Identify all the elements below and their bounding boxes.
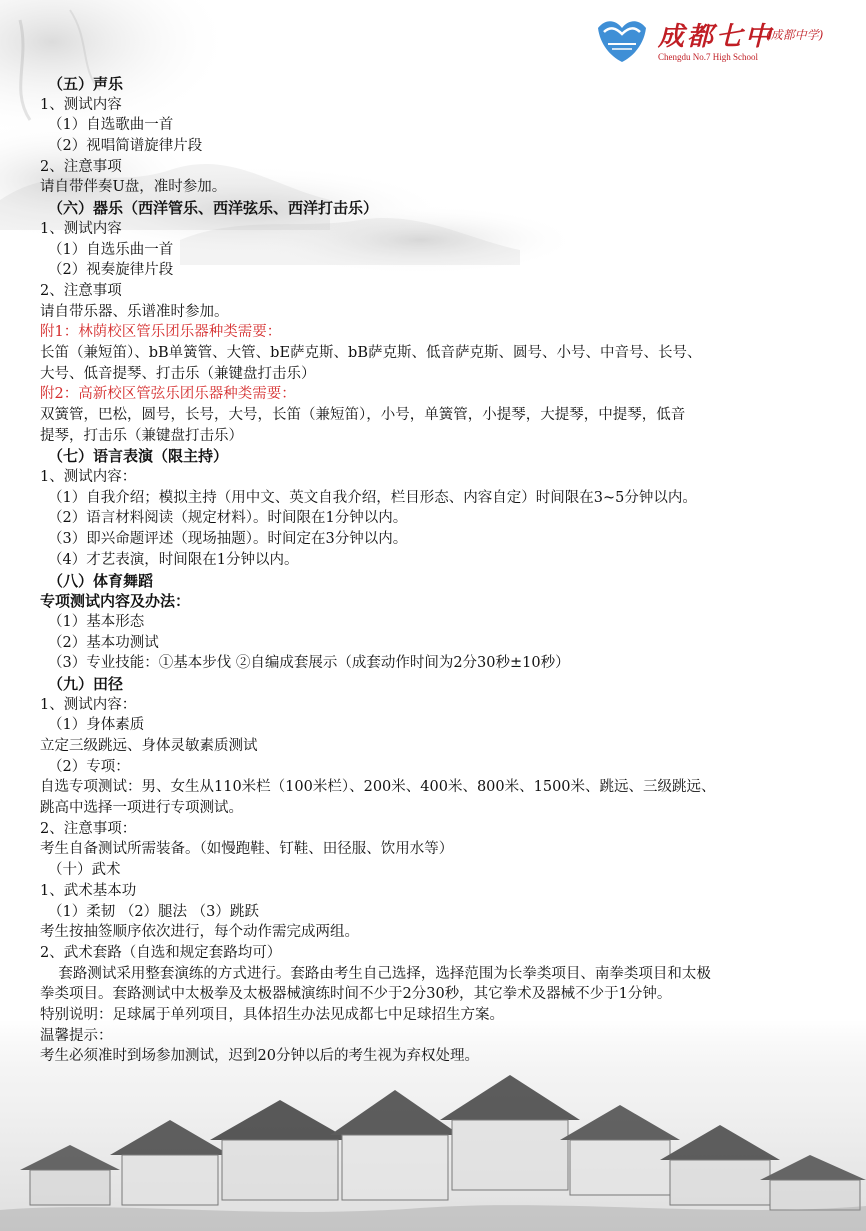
school-english-name: Chengdu No.7 High School	[658, 52, 758, 62]
text-line: 1、测试内容	[40, 220, 122, 237]
text-line: 2、注意事项	[40, 282, 122, 299]
text-line: 考生自备测试所需装备。（如慢跑鞋、钉鞋、田径服、饮用水等）	[40, 841, 454, 858]
text-line: （2）视唱简谱旋律片段	[48, 138, 203, 155]
text-line: （3）即兴命题评述（现场抽题）。时间定在3分钟以内。	[48, 531, 408, 548]
text-line: （4）才艺表演，时间限在1分钟以内。	[48, 551, 299, 568]
text-line: 考生按抽签顺序依次进行，每个动作需完成两组。	[40, 924, 359, 941]
text-line: 1、测试内容：	[40, 696, 137, 713]
text-line: 拳类项目。套路测试中太极拳及太极器械演练时间不少于2分30秒，其它拳术及器械不少于1分钟。	[40, 986, 672, 1003]
text-line: 2、注意事项	[40, 158, 122, 175]
section-heading-martial-arts: （十）武术	[48, 862, 121, 879]
appendix-2-heading: 附2：高新校区管弦乐团乐器种类需要：	[40, 386, 296, 403]
text-line: 请自带伴奏U盘，准时参加。	[40, 179, 227, 196]
text-line: 1、测试内容	[40, 96, 122, 113]
text-line: 2、武术套路（自选和规定套路均可）	[40, 944, 282, 961]
school-name: 成都七中	[658, 22, 775, 52]
text-line: 1、测试内容：	[40, 469, 137, 486]
section-heading-instrumental: （六）器乐（西洋管乐、西洋弦乐、西洋打击乐）	[48, 199, 379, 218]
text-line: （2）视奏旋律片段	[48, 262, 174, 279]
text-line: （1）自选乐曲一首	[48, 241, 174, 258]
section-heading-track: （九）田径	[48, 674, 124, 693]
text-line: 2、注意事项：	[40, 820, 137, 837]
section-heading-vocal: （五）声乐	[48, 75, 124, 93]
text-line: 双簧管，巴松，圆号，长号，大号，长笛（兼短笛），小号，单簧管，小提琴，大提琴，中提琴，低音	[40, 407, 686, 423]
text-line: 大号、低音提琴、打击乐（兼键盘打击乐）	[40, 365, 316, 382]
text-line: （1）身体素质	[48, 717, 145, 734]
text-line: （1）自我介绍；模拟主持（用中文、英文自我介绍，栏目形态、内容自定）时间限在3~5分钟以内。	[48, 489, 697, 506]
text-line: 提琴，打击乐（兼键盘打击乐）	[40, 427, 243, 444]
reminder-text: 考生必须准时到场参加测试，迟到20分钟以后的考生视为弃权处理。	[40, 1048, 479, 1065]
text-line: （1）柔韧 （2）腿法 （3）跳跃	[48, 903, 259, 920]
text-line: （2）专项：	[48, 758, 130, 775]
text-line: （3）专业技能：①基本步伐 ②自编成套展示（成套动作时间为2分30秒±10秒）	[48, 655, 570, 672]
text-line: 请自带乐器、乐谱准时参加。	[40, 303, 229, 320]
reminder-heading: 温馨提示：	[40, 1027, 113, 1044]
section-heading-language: （七）语言表演（限主持）	[48, 447, 229, 466]
school-logo	[594, 12, 854, 70]
text-line: （1）基本形态	[48, 613, 145, 630]
text-line: 跳高中选择一项进行专项测试。	[40, 800, 243, 817]
text-line: 1、武术基本功	[40, 882, 137, 899]
text-line: 长笛（兼短笛）、bB单簧管、大管、bE萨克斯、bB萨克斯、低音萨克斯、圆号、小号、中音号、长号、	[40, 344, 702, 361]
text-line: 套路测试采用整套演练的方式进行。套路由考生自己选择，选择范围为长拳类项目、南拳类项目和太极	[40, 965, 711, 982]
text-line: （2）语言材料阅读（规定材料）。时间限在1分钟以内。	[48, 510, 408, 527]
school-emblem-icon	[594, 14, 650, 66]
section-heading-dance: （八）体育舞蹈	[48, 571, 154, 590]
text-line: （1）自选歌曲一首	[48, 117, 174, 134]
appendix-1-heading: 附1：林荫校区管乐团乐器种类需要：	[40, 324, 282, 341]
special-note: 特别说明：足球属于单列项目，具体招生办法见成都七中足球招生方案。	[40, 1006, 504, 1023]
text-line: 自选专项测试：男、女生从110米栏（100米栏）、200米、400米、800米、1500米、跳远、三级跳远、	[40, 779, 716, 796]
text-line: 立定三级跳远、身体灵敏素质测试	[40, 738, 258, 754]
text-line: （2）基本功测试	[48, 634, 159, 651]
document-body	[40, 74, 840, 1067]
school-subname: (成都中学)	[766, 28, 824, 42]
text-line: 专项测试内容及办法：	[40, 592, 191, 611]
